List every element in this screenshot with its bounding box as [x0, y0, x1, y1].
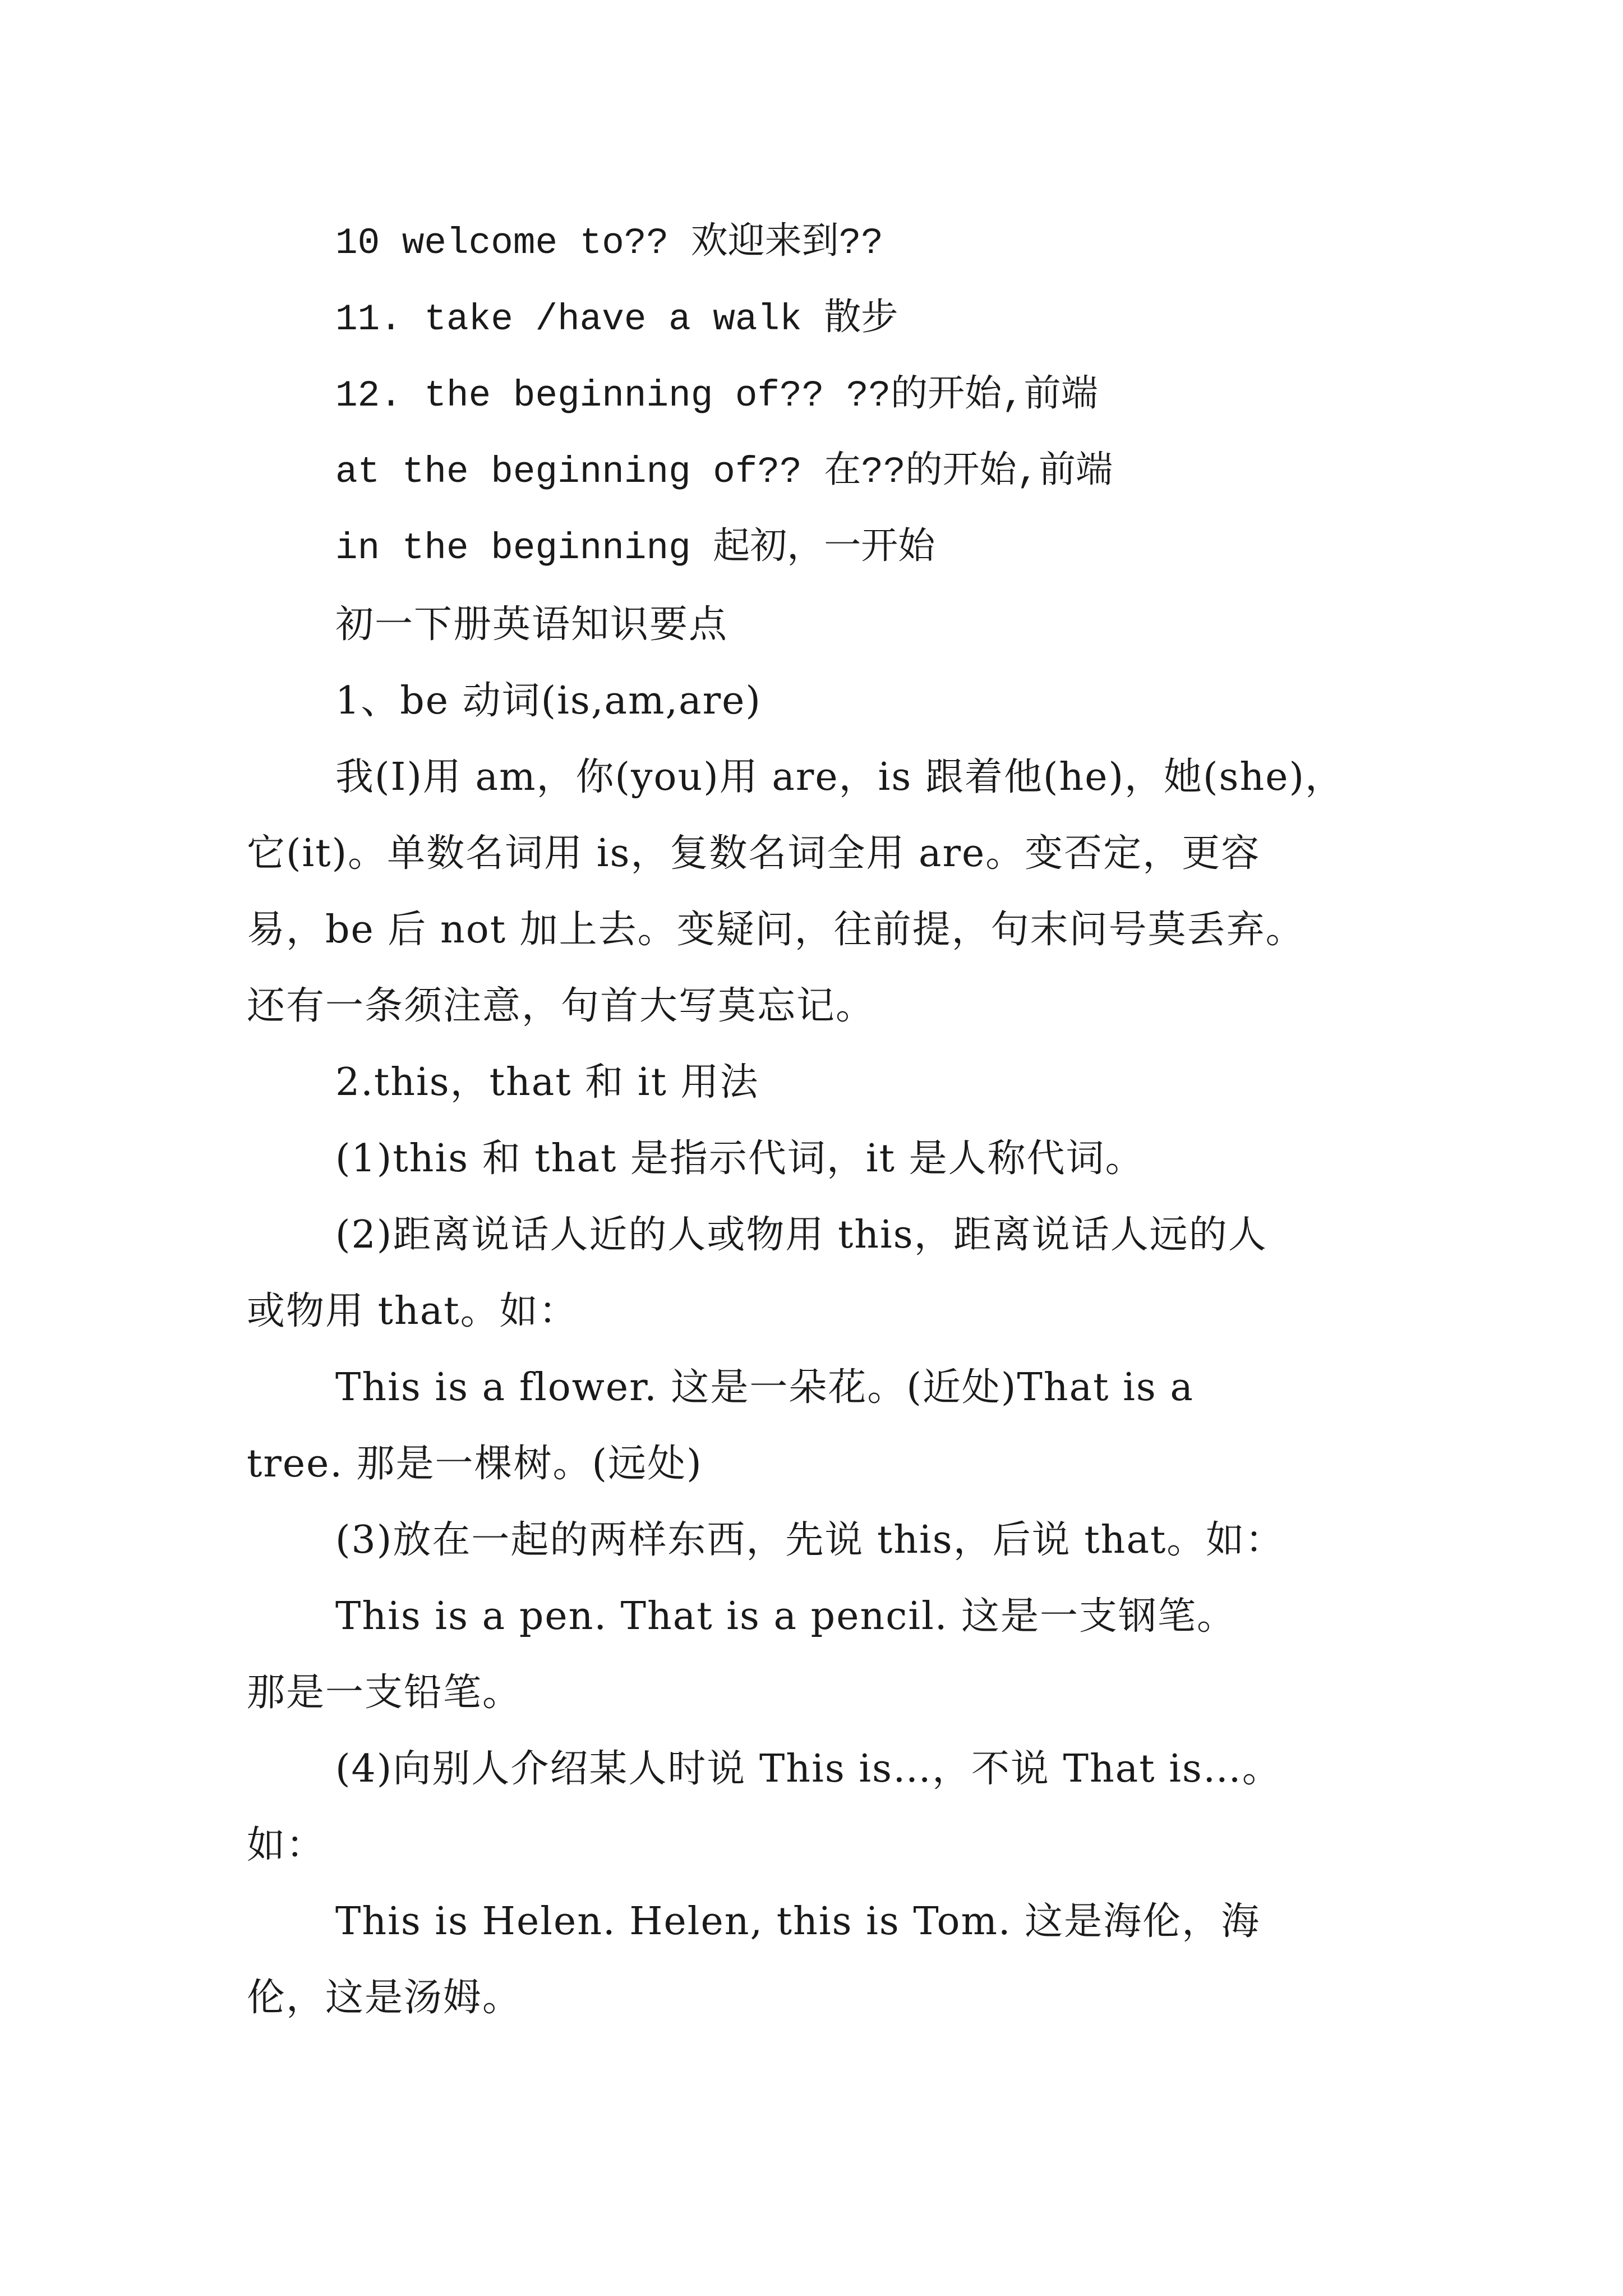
example-line: tree. 那是一棵树。(远处) — [247, 1442, 703, 1486]
example-line: This is a pen. That is a pencil. 这是一支钢笔。 — [335, 1594, 1237, 1639]
paragraph-line: 还有一条须注意，句首大写莫忘记。 — [247, 984, 875, 1028]
vocab-line-10: 10 welcome to?? 欢迎来到?? — [335, 222, 883, 264]
paragraph-line: 它(it)。单数名词用 is，复数名词全用 are。变否定，更容 — [247, 831, 1261, 876]
paragraph-line: (3)放在一起的两样东西，先说 this，后说 that。如： — [335, 1518, 1285, 1562]
paragraph-line: (1)this 和 that 是指示代词，it 是人称代词。 — [335, 1137, 1145, 1181]
vocab-line-11: 11. take /have a walk 散步 — [335, 298, 898, 341]
topic-heading-be: 1、be 动词(is,am,are) — [335, 679, 762, 723]
vocab-line-12-at: at the beginning of?? 在??的开始,前端 — [335, 451, 1113, 493]
example-line: 那是一支铅笔。 — [247, 1671, 522, 1715]
vocab-line-12-in: in the beginning 起初，一开始 — [335, 527, 935, 569]
paragraph-line: (2)距离说话人近的人或物用 this，距离说话人远的人 — [335, 1213, 1267, 1257]
vocab-line-12: 12. the beginning of?? ??的开始,前端 — [335, 375, 1098, 417]
paragraph-line: 易，be 后 not 加上去。变疑问，往前提，句末问号莫丢弃。 — [247, 908, 1305, 952]
example-line: This is Helen. Helen, this is Tom. 这是海伦，海 — [335, 1899, 1261, 1944]
paragraph-line: 我(I)用 am，你(you)用 are，is 跟着他(he)，她(she)， — [335, 755, 1345, 799]
section-heading: 初一下册英语知识要点 — [335, 602, 728, 647]
paragraph-line: 或物用 that。如： — [247, 1289, 578, 1333]
example-line: 伦，这是汤姆。 — [247, 1976, 522, 2020]
paragraph-line: 如： — [247, 1823, 326, 1867]
example-line: This is a flower. 这是一朵花。(近处)That is a — [335, 1365, 1194, 1410]
paragraph-line: (4)向别人介绍某人时说 This is…，不说 That is…。 — [335, 1747, 1281, 1791]
topic-heading-this-that: 2.this，that 和 it 用法 — [335, 1060, 759, 1105]
